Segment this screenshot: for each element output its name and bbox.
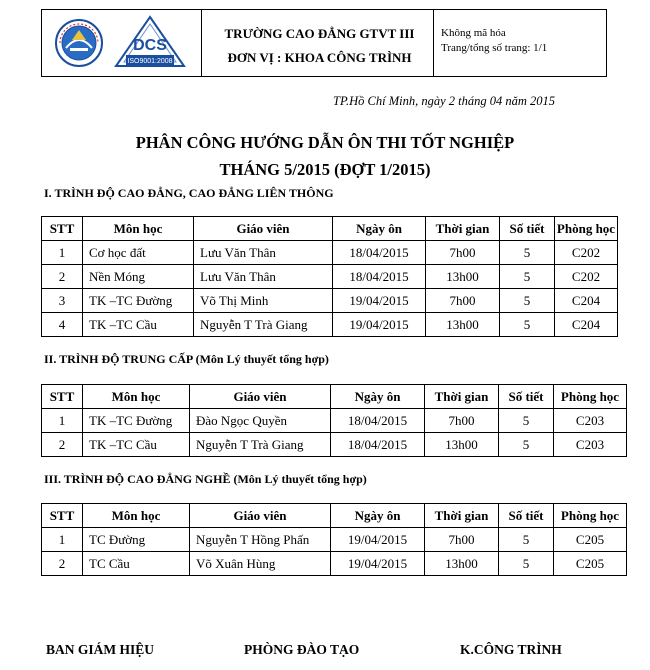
- cell-stt: 2: [42, 265, 83, 289]
- cell-periods: 5: [499, 528, 554, 552]
- date-line: TP.Hồ Chí Minh, ngày 2 tháng 04 năm 2015: [333, 94, 555, 108]
- column-header: Giáo viên: [194, 217, 333, 241]
- schedule-table: [41, 503, 627, 576]
- svg-text:DCS: DCS: [133, 37, 167, 54]
- cell-date: 19/04/2015: [333, 313, 426, 337]
- column-header: Phòng học: [554, 504, 627, 528]
- column-header: Ngày ôn: [333, 217, 426, 241]
- cell-date: 19/04/2015: [331, 552, 425, 576]
- cell-teacher: Võ Thị Minh: [194, 289, 333, 313]
- column-header: Phòng học: [554, 385, 627, 409]
- table-row: [42, 528, 627, 552]
- cell-teacher: Võ Xuân Hùng: [190, 552, 331, 576]
- column-header: Môn học: [83, 385, 190, 409]
- table-header-row: [42, 217, 618, 241]
- cell-teacher: Nguyễn T Trà Giang: [194, 313, 333, 337]
- section-heading: I. TRÌNH ĐỘ CAO ĐẲNG, CAO ĐẲNG LIÊN THÔNG: [44, 186, 334, 200]
- table-row: [42, 313, 618, 337]
- cell-subject: TK –TC Đường: [83, 409, 190, 433]
- cell-periods: 5: [500, 289, 555, 313]
- cell-stt: 2: [42, 552, 83, 576]
- table-row: [42, 433, 627, 457]
- column-header: Giáo viên: [190, 385, 331, 409]
- table-row: [42, 241, 618, 265]
- column-header: Thời gian: [425, 504, 499, 528]
- cell-periods: 5: [499, 433, 554, 457]
- cell-periods: 5: [499, 552, 554, 576]
- table-row: [42, 265, 618, 289]
- cell-room: C202: [555, 241, 618, 265]
- column-header: Môn học: [83, 217, 194, 241]
- cell-subject: TC Đường: [83, 528, 190, 552]
- table-row: [42, 289, 618, 313]
- cell-stt: 3: [42, 289, 83, 313]
- cell-room: C203: [554, 433, 627, 457]
- cell-time: 13h00: [426, 313, 500, 337]
- cell-date: 19/04/2015: [331, 528, 425, 552]
- document-subtitle: THÁNG 5/2015 (ĐỢT 1/2015): [219, 160, 431, 179]
- column-header: Giáo viên: [190, 504, 331, 528]
- section-heading: III. TRÌNH ĐỘ CAO ĐẲNG NGHỀ (Môn Lý thuyết tổng hợp): [44, 472, 367, 486]
- section-heading: II. TRÌNH ĐỘ TRUNG CẤP (Môn Lý thuyết tổng hợp): [44, 352, 329, 366]
- cell-subject: TK –TC Đường: [83, 289, 194, 313]
- cell-time: 7h00: [426, 289, 500, 313]
- cell-room: C205: [554, 528, 627, 552]
- cell-time: 13h00: [426, 265, 500, 289]
- cell-subject: TC Cầu: [83, 552, 190, 576]
- cell-stt: 1: [42, 241, 83, 265]
- cell-stt: 2: [42, 433, 83, 457]
- signature-training-office: PHÒNG ĐÀO TẠO: [244, 642, 360, 657]
- cell-room: C203: [554, 409, 627, 433]
- cell-teacher: Đào Ngọc Quyền: [190, 409, 331, 433]
- svg-text:ISO9001:2008: ISO9001:2008: [127, 58, 173, 65]
- school-logo: [54, 18, 104, 68]
- logo-cell: [42, 10, 202, 76]
- cell-periods: 5: [500, 313, 555, 337]
- school-name: TRƯỜNG CAO ĐẲNG GTVT III: [224, 26, 415, 41]
- cell-date: 19/04/2015: [333, 289, 426, 313]
- schedule-table: [41, 216, 618, 337]
- cell-time: 13h00: [425, 433, 499, 457]
- table-header-row: [42, 504, 627, 528]
- column-header: Số tiết: [499, 504, 554, 528]
- unit-name: ĐƠN VỊ : KHOA CÔNG TRÌNH: [227, 50, 412, 65]
- cell-time: 7h00: [425, 528, 499, 552]
- signature-board: BAN GIÁM HIỆU: [46, 642, 155, 657]
- document-title: PHÂN CÔNG HƯỚNG DẪN ÔN THI TỐT NGHIỆP: [135, 133, 515, 152]
- table-row: [42, 409, 627, 433]
- cell-stt: 1: [42, 409, 83, 433]
- cell-stt: 4: [42, 313, 83, 337]
- cell-date: 18/04/2015: [333, 265, 426, 289]
- column-header: Phòng học: [555, 217, 618, 241]
- column-header: Thời gian: [426, 217, 500, 241]
- cell-time: 13h00: [425, 552, 499, 576]
- cell-time: 7h00: [425, 409, 499, 433]
- page-count: Trang/tổng số trang: 1/1: [441, 42, 548, 54]
- table-row: [42, 552, 627, 576]
- cell-teacher: Nguyễn T Hồng Phấn: [190, 528, 331, 552]
- cell-periods: 5: [500, 241, 555, 265]
- column-header: Số tiết: [500, 217, 555, 241]
- table-header-row: [42, 385, 627, 409]
- signature-faculty: K.CÔNG TRÌNH: [460, 642, 562, 657]
- cell-subject: Nền Móng: [83, 265, 194, 289]
- column-header: Ngày ôn: [331, 504, 425, 528]
- cell-room: C204: [555, 313, 618, 337]
- iso-logo: [112, 14, 188, 72]
- column-header: Ngày ôn: [331, 385, 425, 409]
- cell-teacher: Lưu Văn Thân: [194, 241, 333, 265]
- column-header: Môn học: [83, 504, 190, 528]
- cell-stt: 1: [42, 528, 83, 552]
- cell-date: 18/04/2015: [331, 409, 425, 433]
- document-header: [41, 9, 607, 77]
- column-header: STT: [42, 217, 83, 241]
- cell-periods: 5: [500, 265, 555, 289]
- column-header: Thời gian: [425, 385, 499, 409]
- column-header: Số tiết: [499, 385, 554, 409]
- cell-time: 7h00: [426, 241, 500, 265]
- cell-room: C202: [555, 265, 618, 289]
- cell-room: C204: [555, 289, 618, 313]
- cell-date: 18/04/2015: [333, 241, 426, 265]
- cell-date: 18/04/2015: [331, 433, 425, 457]
- cell-subject: TK –TC Cầu: [83, 313, 194, 337]
- column-header: STT: [42, 385, 83, 409]
- cell-teacher: Nguyễn T Trà Giang: [190, 433, 331, 457]
- cell-teacher: Lưu Văn Thân: [194, 265, 333, 289]
- column-header: STT: [42, 504, 83, 528]
- document-code: Không mã hóa: [441, 27, 506, 39]
- cell-subject: Cơ học đất: [83, 241, 194, 265]
- schedule-table: [41, 384, 627, 457]
- cell-periods: 5: [499, 409, 554, 433]
- cell-room: C205: [554, 552, 627, 576]
- cell-subject: TK –TC Cầu: [83, 433, 190, 457]
